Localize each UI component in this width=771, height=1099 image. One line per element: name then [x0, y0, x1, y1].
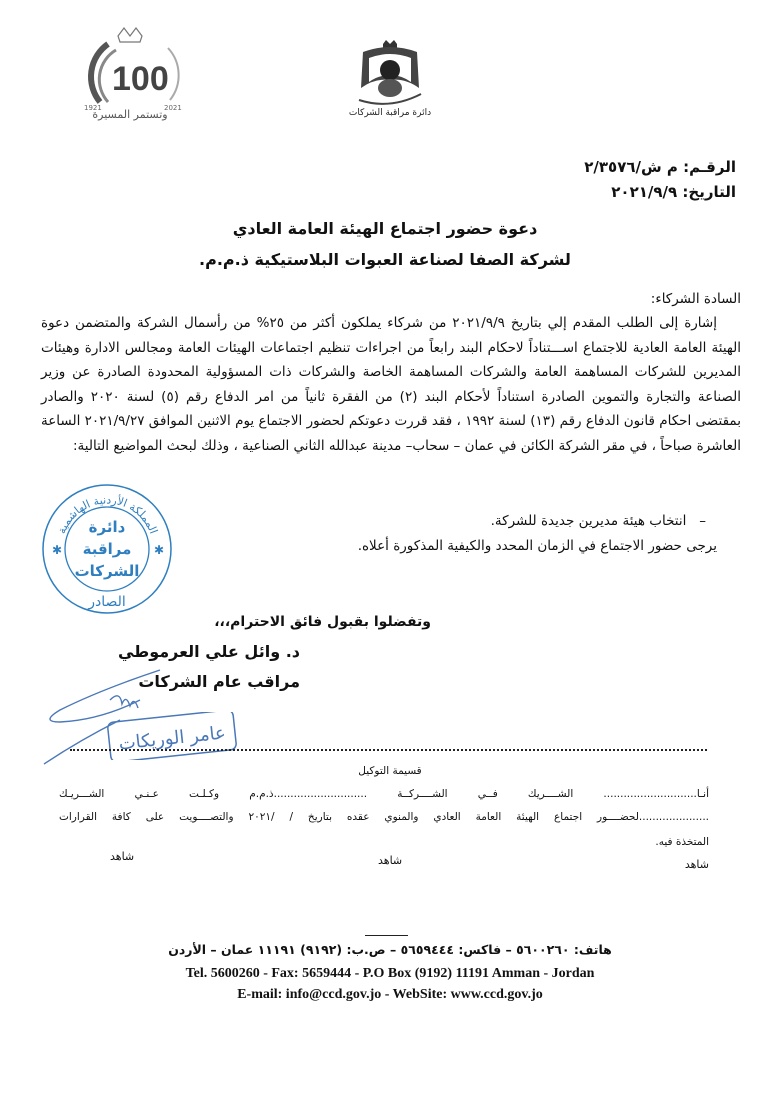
footer-web-contact: E-mail: info@ccd.gov.jo - WebSite: www.ccd.gov.jo [237, 987, 543, 1002]
signer-title: مراقب عام الشركات [138, 672, 300, 691]
reference-number-label: الرقـم: [683, 158, 736, 176]
year-right: 2021 [164, 104, 182, 112]
seal-inner-line-2: مراقبة [82, 540, 132, 558]
seal-star-left-icon: ✱ [52, 543, 63, 557]
seal-bottom-text: الصادر [88, 594, 126, 610]
centennial-slogan: وتستمر المسيرة [92, 108, 168, 121]
footer-arabic-contact: هاتف: ٥٦٠٠٢٦٠ – فاكس: ٥٦٥٩٤٤٤ – ص.ب: (٩١٩٢) ١١١٩١ عمان – الأردن [168, 942, 612, 957]
centennial-number: 100 [112, 60, 169, 98]
centennial-emblem-icon [60, 22, 200, 112]
agenda-item [106, 513, 706, 529]
signer-name: د. وائل علي العرموطي [117, 642, 300, 661]
name-stamp [105, 712, 240, 760]
coat-of-arms-icon [345, 38, 435, 108]
year-left: 1921 [84, 104, 102, 112]
closing-line: يرجى حضور الاجتماع في الزمان المحدد والكيفية المذكورة أعلاه. [357, 538, 717, 554]
reference-date-label: التاريخ: [682, 183, 736, 201]
proxy-form-title: قسيمة التوكيل [358, 765, 422, 777]
witness-label-1: شاهد [684, 858, 709, 871]
seal-inner-line-1: دائرة [88, 518, 126, 536]
body-paragraph: إشارة إلى الطلب المقدم إلي بتاريخ ٢٠٢١/٩/٩ من شركاء يملكون أكثر من ٢٥% من رأسمال الشركة والمتضمن دعوة الهيئة العامة العادية للاجتماع اســـتناداً لاحكام البند رابعاً من اجراءات تنظيم اجتماعات الهيئات العامة ومجالس الادارة وهيئات المديرين للشركات المساهمة العامة والشركات المساهمة الخاصة والشركات ذات المسؤولية المحدودة الصادرة عن وزير الصناعة والتجارة والتموين الصادرة استناداً لأحكام البند (٢) من الفقرة ثانياً من امر الدفاع رقم (٥) لسنة ٢٠٢٠ والصادر بمقتضى احكام قانون الدفاع رقم (١٣) لسنة ١٩٩٢ ، فقد قررت دعوتكم لحضور الاجتماع يوم الاثنين الموافق ٢٠٢١/٩/٢٧ الساعة العاشرة صباحاً ، في مقر الشركة الكائن في عمان – سحاب– مدينة عبدالله الثاني الصناعية ، وذلك لبحث المواضيع التالية: [41, 315, 741, 454]
proxy-form-line-3: المتخذة فيه. [655, 836, 709, 848]
footer-english-contact: Tel. 5600260 - Fax: 5659444 - P.O Box (9192) 11191 Amman - Jordan [185, 966, 595, 981]
witness-label-3: شاهد [110, 850, 135, 863]
coat-of-arms-caption: دائرة مراقبة الشركات [348, 108, 432, 118]
proxy-form-line-1: أنـا............................ الشــــريك فــي الشــــركــة ............................ذ.م.م وكـلـت عـنـي الشـــريـك [59, 788, 709, 800]
document-title-line-1: دعوة حضور اجتماع الهيئة العامة العادي [232, 219, 538, 238]
seal-inner-line-3: الشركات [74, 562, 140, 580]
official-seal [40, 482, 175, 617]
witness-label-2: شاهد [378, 854, 403, 867]
name-stamp-text: عامر الوريكات [117, 722, 227, 755]
agenda-item-text: انتخاب هيئة مديرين جديدة للشركة. [490, 513, 687, 529]
agenda-bullet: – [686, 513, 706, 529]
reference-date [436, 183, 736, 201]
footer-divider [365, 935, 408, 936]
seal-stamp-icon [40, 482, 175, 617]
proxy-separator [70, 749, 707, 751]
seal-outer-text: المملكة الأردنية الهاشمية [55, 493, 161, 536]
reference-number [436, 158, 736, 176]
document-title-line-2: لشركة الصفا لصناعة العبوات البلاستيكية ذ.م.م. [199, 250, 571, 269]
reference-date-value: ٢٠٢١/٩/٩ [611, 183, 678, 201]
proxy-form-line-2: .....................لحضــــور اجتماع الهيئة العامة العادي والمنوي عقده بتاريخ / /٢٠٢١ والتصــــويت على كافة القرارات [59, 811, 710, 823]
reference-number-value: م ش/٢/٣٥٧٦ [584, 158, 678, 176]
seal-star-right-icon: ✱ [154, 543, 165, 557]
regards: وتفضلوا بقبول فائق الاحترام،،، [214, 614, 431, 630]
salutation: السادة الشركاء: [650, 291, 741, 307]
